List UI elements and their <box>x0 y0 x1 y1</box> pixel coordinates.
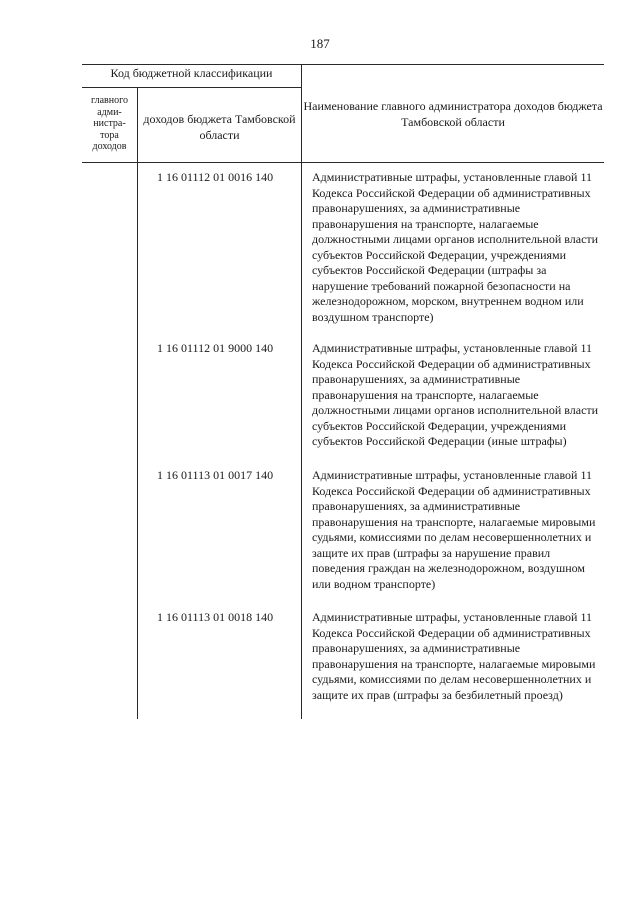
income-code: 1 16 01113 01 0017 140 <box>157 468 274 482</box>
header-bottom-border <box>82 162 604 163</box>
header-group-divider <box>82 87 301 88</box>
header-administrator-name: Наименование главного администратора доходов бюджета Тамбовской области <box>303 99 603 129</box>
page-number: 187 <box>310 36 330 51</box>
header-budget-classification-code: Код бюджетной классификации <box>110 66 273 80</box>
table-top-border <box>82 64 604 65</box>
income-description: Административные штрафы, установленные главой 11 Кодекса Российской Федерации об административных правонарушениях, за административные правонарушения на транспорте, налагаемые мировыми судьями, комиссиями по делам несовершеннолетних и защите их прав (штрафы за нарушение правил поведения граждан на железнодорожном, воздушном или водном транспорте) <box>312 468 596 591</box>
income-code: 1 16 01112 01 9000 140 <box>157 341 274 355</box>
income-description: Административные штрафы, установленные главой 11 Кодекса Российской Федерации об административных правонарушениях, за административные правонарушения на транспорте, налагаемые должностными лицами органов исполнительной власти субъектов Российской Федерации, учреждениями субъектов Российской Федерации (иные штрафы) <box>312 341 599 448</box>
income-description: Административные штрафы, установленные главой 11 Кодекса Российской Федерации об административных правонарушениях, за административные правонарушения на транспорте, налагаемые мировыми судьями, комиссиями по делам несовершеннолетних и защите их прав (штрафы за безбилетный проезд) <box>312 610 596 702</box>
income-code: 1 16 01113 01 0018 140 <box>157 610 274 624</box>
income-code: 1 16 01112 01 0016 140 <box>157 170 274 184</box>
column-divider-admin <box>137 87 138 719</box>
income-description: Административные штрафы, установленные главой 11 Кодекса Российской Федерации об административных правонарушениях, за административные правонарушения на транспорте, налагаемые должностными лицами органов исполнительной власти субъектов Российской Федерации, учреждениями субъектов Российской Федерации (штрафы за нарушение требований пожарной безопасности на железнодорожном, морском, внутреннем водном или воздушном транспорте) <box>312 170 599 324</box>
header-income-code: доходов бюджета Тамбовской области <box>143 112 296 142</box>
header-chief-administrator: главного адми- нистра- тора доходов <box>91 95 128 152</box>
budget-classification-table <box>82 64 604 719</box>
